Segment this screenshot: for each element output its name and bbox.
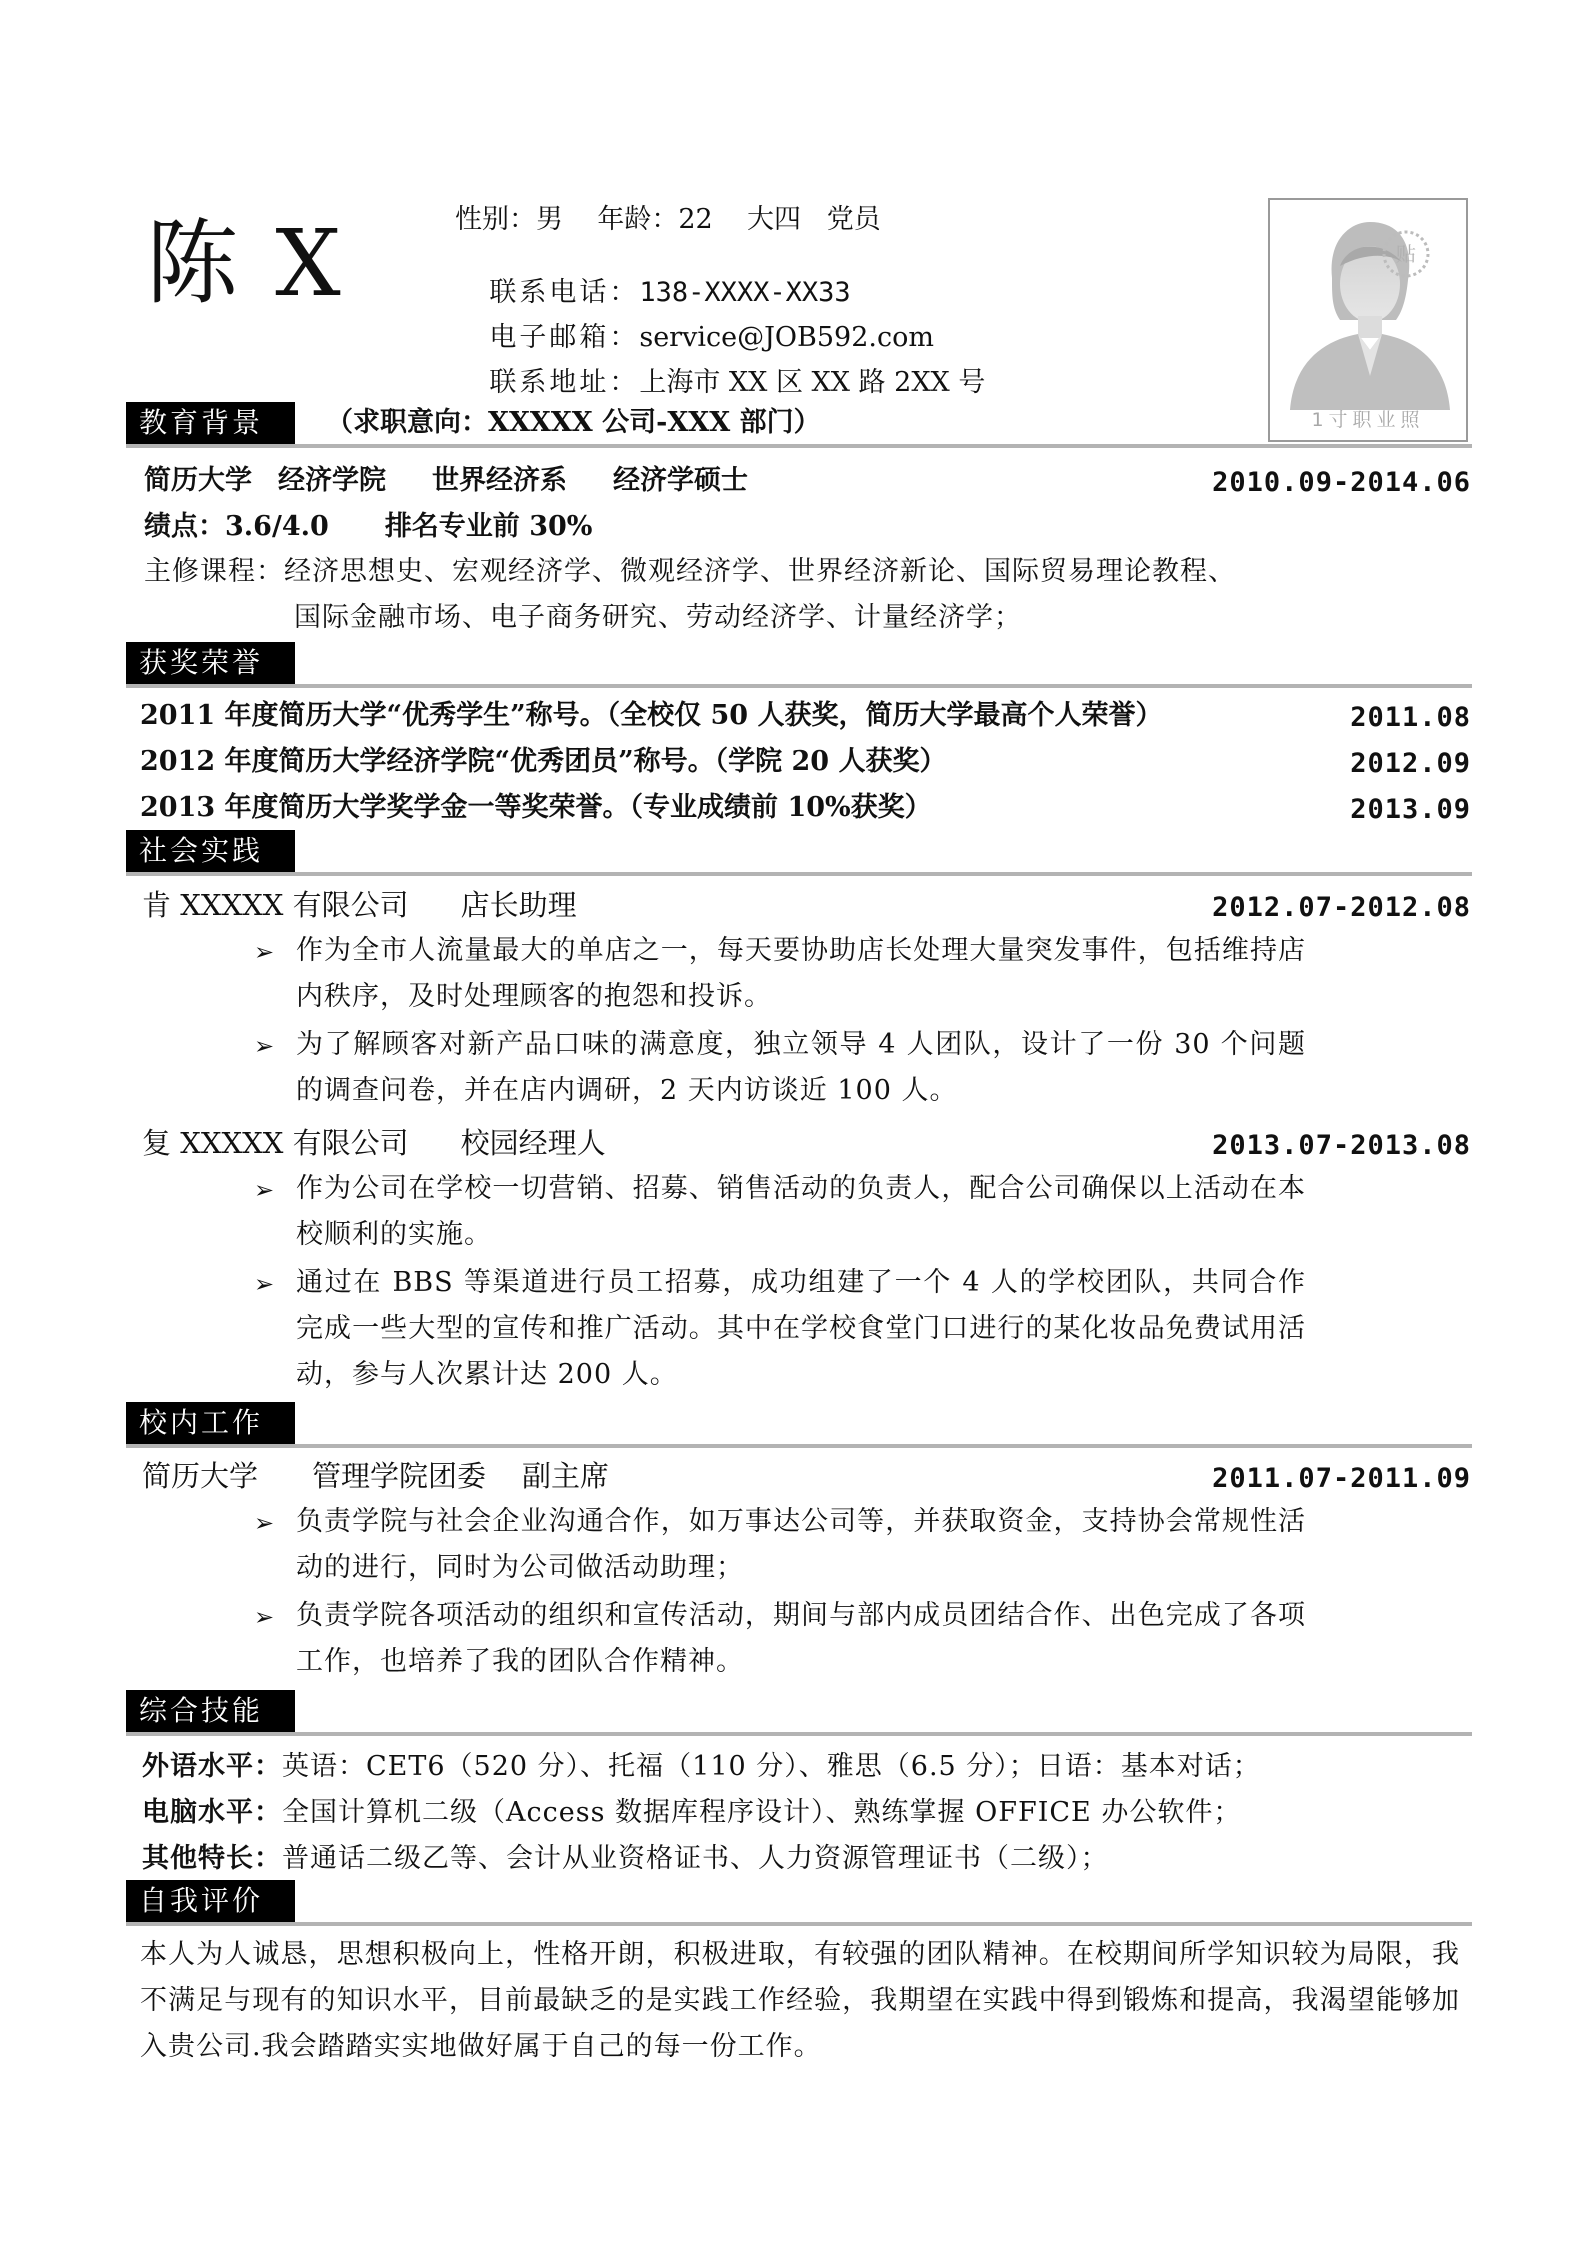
section-title: 获奖荣誉 (126, 642, 295, 684)
skill-label: 电脑水平： (142, 1797, 282, 1828)
basic-info-line: 性别：男 年龄：22 大四 党员 (455, 204, 881, 235)
arrow-bullet-icon: ➢ (254, 1509, 275, 1537)
arrow-bullet-icon: ➢ (254, 938, 275, 966)
section-title: 自我评价 (126, 1880, 295, 1922)
job-date: 2013.07-2013.08 (1212, 1130, 1471, 1161)
skill-label: 其他特长： (142, 1843, 282, 1874)
award-date: 2011.08 (1350, 702, 1471, 733)
section-practice (126, 830, 1472, 876)
skill-text: 英语：CET6（520 分）、托福（110 分）、雅思（6.5 分）；日语：基本对话； (282, 1751, 1261, 1782)
section-education (126, 402, 1472, 448)
section-divider (126, 1444, 1472, 1448)
courses-row (144, 558, 1236, 585)
section-divider (126, 444, 1472, 448)
arrow-bullet-icon: ➢ (254, 1270, 275, 1298)
campus-org: 简历大学 (142, 1459, 259, 1493)
education-row (144, 467, 748, 494)
arrow-bullet-icon: ➢ (254, 1032, 275, 1060)
award-item: 2013 年度简历大学奖学金一等奖荣誉。（专业成绩前 10%获奖） (140, 792, 932, 823)
section-campus (126, 1402, 1472, 1448)
job-header (142, 888, 577, 922)
campus-date: 2011.07-2011.09 (1212, 1463, 1471, 1494)
phone-label: 联系电话： (489, 277, 640, 308)
section-title: 教育背景 (126, 402, 295, 444)
address-value: 上海市 XX 区 XX 路 2XX 号 (639, 367, 986, 398)
email-label: 电子邮箱： (489, 322, 640, 353)
self-evaluation-text: 本人为人诚恳，思想积极向上，性格开朗，积极进取，有较强的团队精神。在校期间所学知识较为局限，我不满足与现有的知识水平，目前最缺乏的是实践工作经验，我期望在实践中得到锻炼和提高，我渴望能够加入贵公司.我会踏踏实实地做好属于自己的每一份工作。 (140, 1939, 1460, 2062)
campus-unit: 管理学院团委 (312, 1459, 487, 1493)
award-date: 2013.09 (1350, 794, 1471, 825)
courses-line-2: 国际金融市场、电子商务研究、劳动经济学、计量经济学； (294, 602, 1022, 633)
award-item: 2012 年度简历大学经济学院“优秀团员”称号。（学院 20 人获奖） (140, 746, 947, 777)
job-date: 2012.07-2012.08 (1212, 892, 1471, 923)
education-date: 2010.09-2014.06 (1212, 467, 1471, 498)
arrow-bullet-icon: ➢ (254, 1176, 275, 1204)
award-date: 2012.09 (1350, 748, 1471, 779)
email-value: service@JOB592.com (639, 322, 934, 353)
courses-line-1: 经济思想史、宏观经济学、微观经济学、世界经济新论、国际贸易理论教程、 (284, 556, 1236, 587)
job-bullet-text: 作为公司在学校一切营销、招募、销售活动的负责人，配合公司确保以上活动在本校顺利的实施。 (296, 1173, 1306, 1250)
award-item: 2011 年度简历大学“优秀学生”称号。（全校仅 50 人获奖，简历大学最高个人荣誉） (140, 700, 1163, 731)
section-divider (126, 1732, 1472, 1736)
photo-caption: 1寸职业照 (1311, 409, 1425, 431)
job-bullet-text: 通过在 BBS 等渠道进行员工招募，成功组建了一个 4 人的学校团队，共同合作完成一些大型的宣传和推广活动。其中在学校食堂门口进行的某化妆品免费试用活动，参与人次累计达 200 人。 (296, 1267, 1306, 1390)
campus-bullet-text: 负责学院各项活动的组织和宣传活动，期间与部内成员团结合作、出色完成了各项工作，也培养了我的团队合作精神。 (296, 1600, 1306, 1677)
section-divider (126, 872, 1472, 876)
arrow-bullet-icon: ➢ (254, 1603, 275, 1631)
section-title: 综合技能 (126, 1690, 295, 1732)
skill-text: 全国计算机二级（Access 数据库程序设计）、熟练掌握 OFFICE 办公软件； (282, 1797, 1242, 1828)
job-bullet-text: 作为全市人流量最大的单店之一，每天要协助店长处理大量突发事件，包括维持店内秩序，及时处理顾客的抱怨和投诉。 (296, 935, 1306, 1012)
section-title: 社会实践 (126, 830, 295, 872)
gpa-row (144, 513, 592, 540)
gpa: 绩点：3.6/4.0 (144, 511, 329, 542)
degree-name: 经济学硕士 (613, 465, 748, 496)
section-divider (126, 1922, 1472, 1926)
job-bullet-text: 为了解顾客对新产品口味的满意度，独立领导 4 人团队，设计了一份 30 个问题的调查问卷，并在店内调研，2 天内访谈近 100 人。 (296, 1029, 1306, 1106)
job-role: 店长助理 (460, 888, 577, 922)
company-name: 复 XXXXX 有限公司 (142, 1126, 409, 1160)
candidate-name: 陈 X (146, 210, 345, 317)
section-divider (126, 684, 1472, 688)
job-intent: （求职意向：XXXXX 公司-XXX 部门） (326, 407, 821, 438)
department-name: 世界经济系 (432, 465, 567, 496)
college-name: 经济学院 (278, 465, 386, 496)
address-label: 联系地址： (489, 367, 640, 398)
job-header (142, 1126, 606, 1160)
section-awards (126, 642, 1472, 688)
skill-text: 普通话二级乙等、会计从业资格证书、人力资源管理证书（二级）； (282, 1843, 1109, 1874)
skill-row (142, 1753, 1261, 1780)
rank: 排名专业前 30% (384, 511, 593, 542)
courses-label: 主修课程： (144, 556, 284, 587)
skill-row (142, 1845, 1109, 1872)
company-name: 肯 XXXXX 有限公司 (142, 888, 409, 922)
school-name: 简历大学 (144, 465, 252, 496)
section-skills (126, 1690, 1472, 1736)
section-title: 校内工作 (126, 1402, 295, 1444)
skill-label: 外语水平： (142, 1751, 282, 1782)
campus-role: 副主席 (522, 1459, 610, 1493)
campus-bullet-text: 负责学院与社会企业沟通合作，如万事达公司等，并获取资金，支持协会常规性活动的进行，同时为公司做活动助理； (296, 1506, 1306, 1583)
phone-value: 138-XXXX-XX33 (639, 277, 851, 308)
job-role: 校园经理人 (460, 1126, 606, 1160)
skill-row (142, 1799, 1241, 1826)
photo-stamp: 贴 (1396, 242, 1416, 266)
section-self-evaluation (126, 1880, 1472, 1926)
campus-header (142, 1459, 610, 1493)
